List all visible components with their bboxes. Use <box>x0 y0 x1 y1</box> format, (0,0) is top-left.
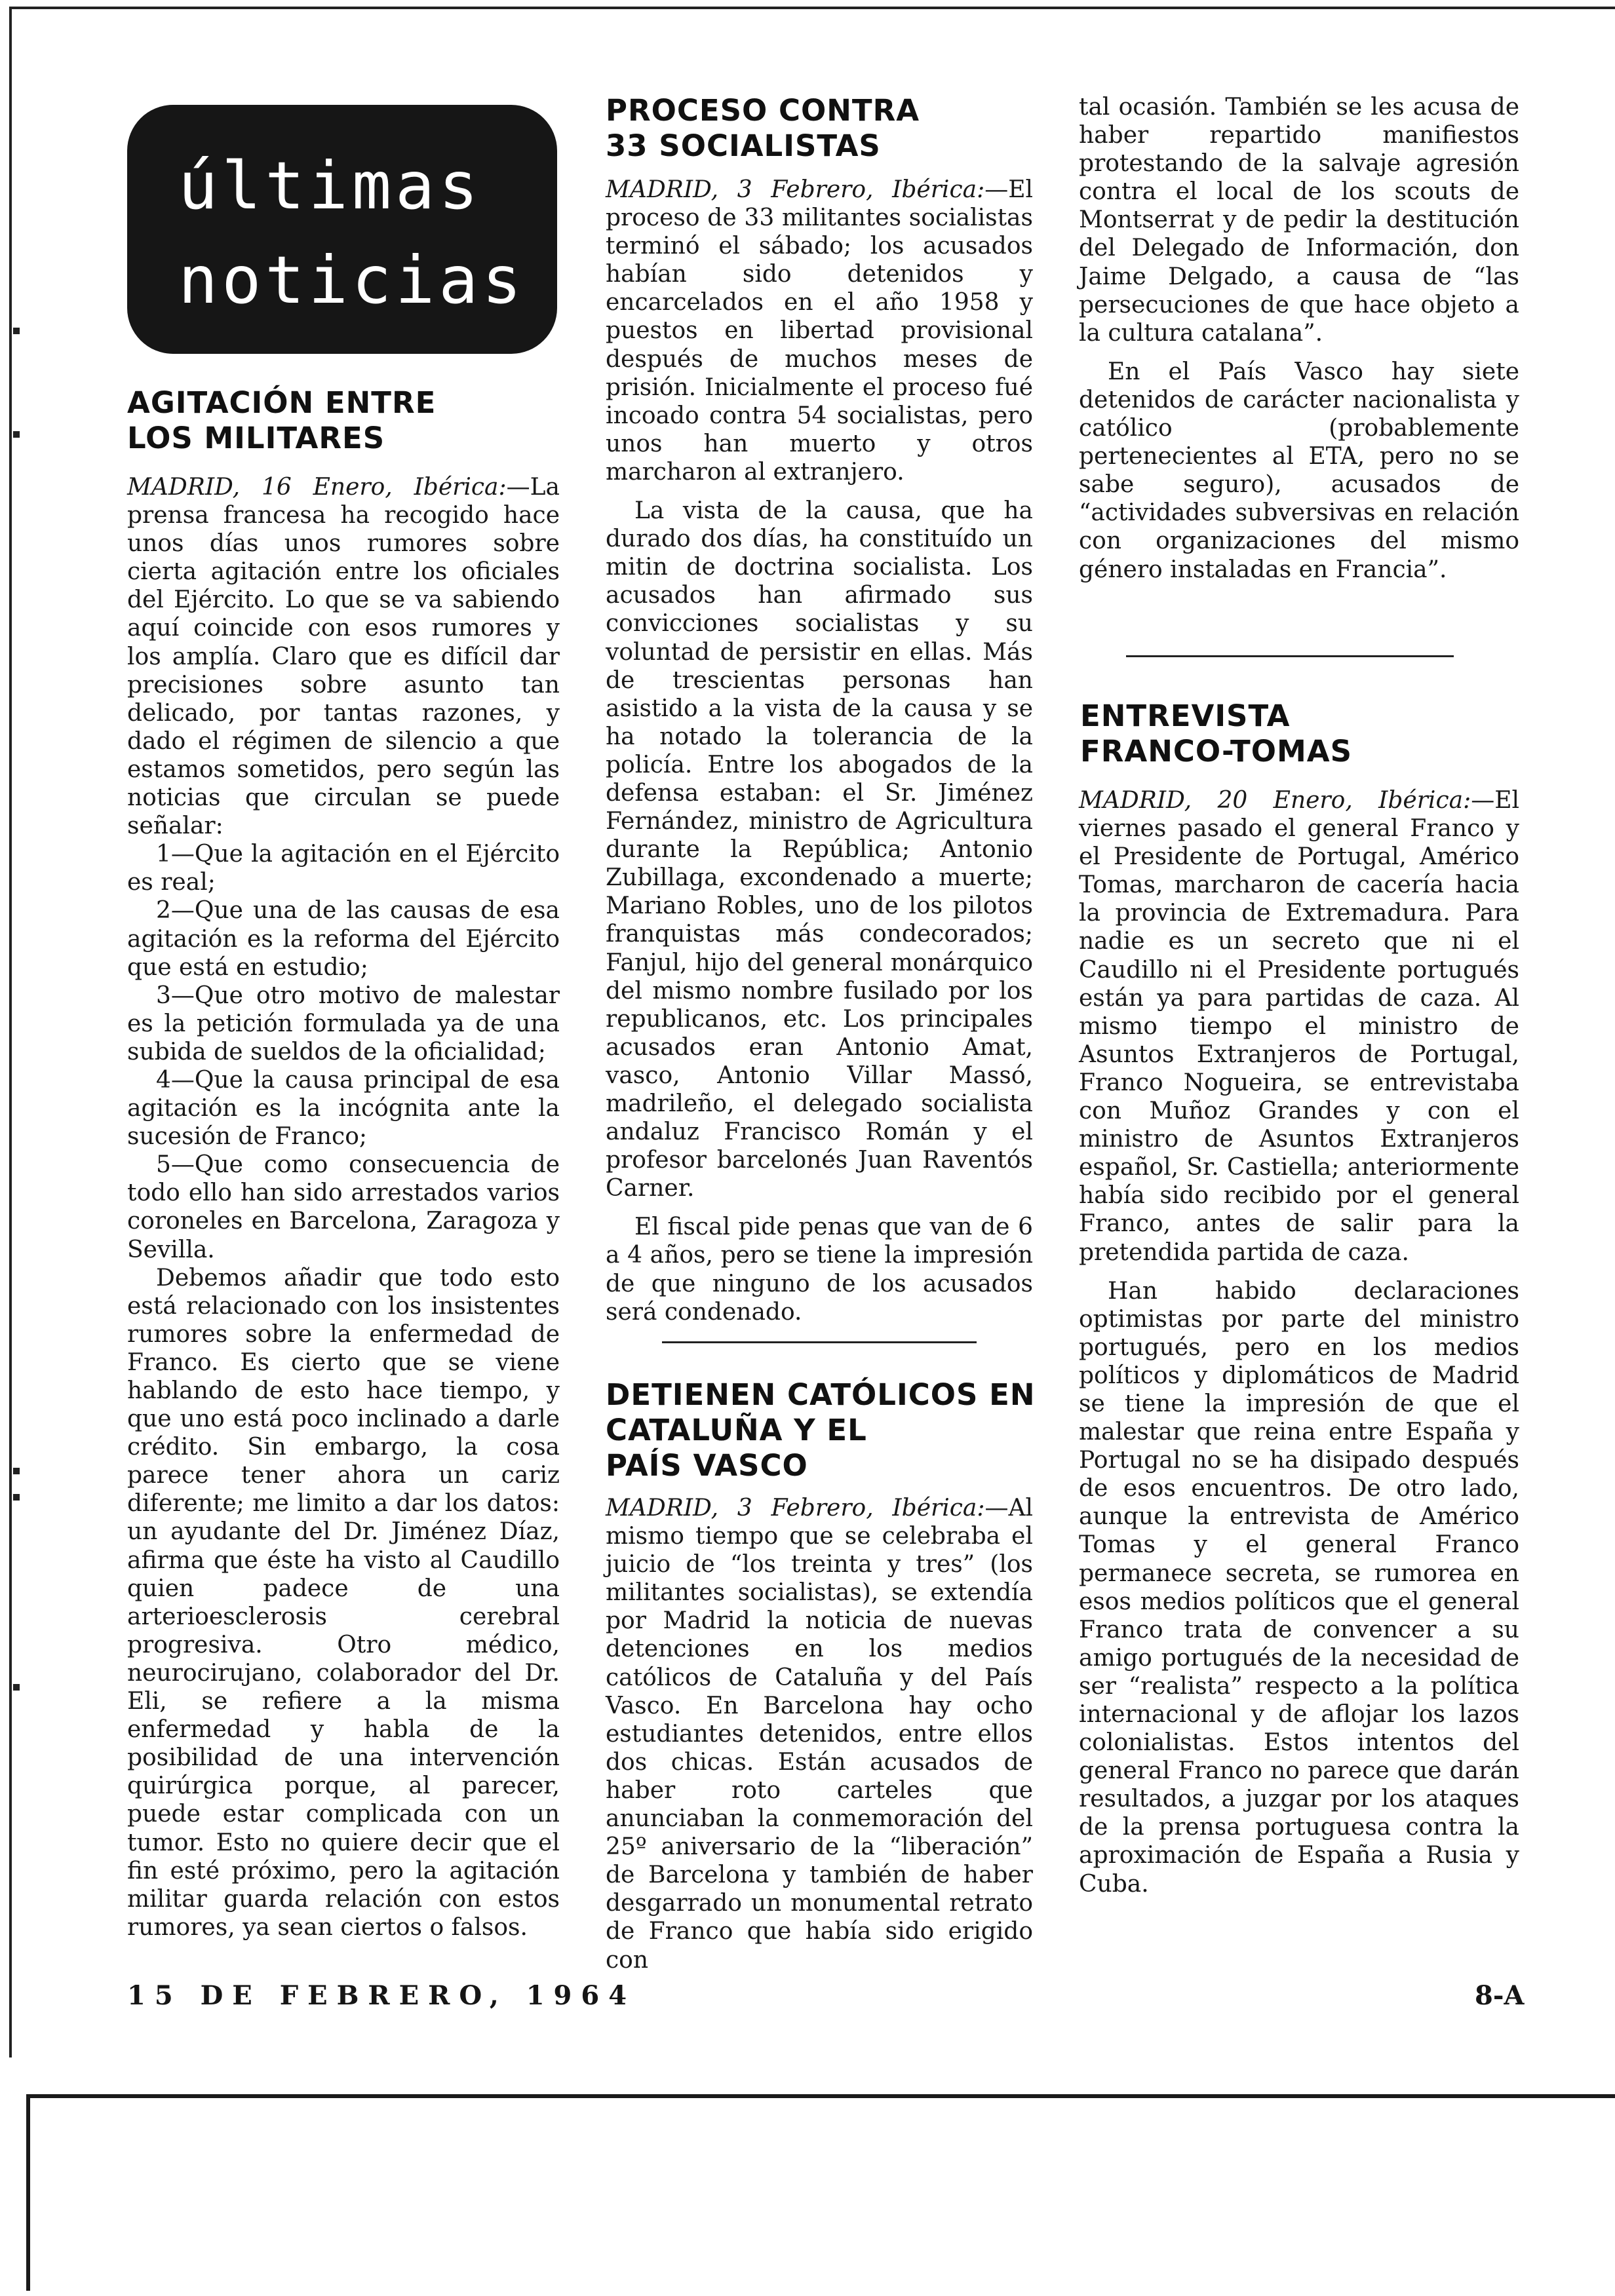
page-border-top <box>9 7 1615 9</box>
article2-paragraph: El fiscal pide penas que van de 6 a 4 años, pero se tiene la impresión de que ninguno de los acusados será condenado. <box>606 1214 1033 1326</box>
margin-mark <box>13 1684 20 1691</box>
margin-mark <box>13 431 20 438</box>
article3-paragraph: En el País Vasco hay siete detenidos de carácter nacionalista y católico (probablemente pertenecientes al ETA, pero no se sabe seguro), acusados de “actividades subversivas en relación con organizaciones del mismo género instaladas en Francia”. <box>1079 358 1519 583</box>
article1-paragraph: 2—Que una de las causas de esa agitación es la reforma del Ejército que está en estudio; <box>127 897 560 981</box>
bottom-rule-hook <box>26 2094 30 2291</box>
article3-body-col3 <box>1079 93 1519 584</box>
headline-line: AGITACIÓN ENTRE <box>127 385 437 420</box>
ultimas-noticias-banner <box>127 105 557 354</box>
banner-line2: noticias <box>178 242 526 318</box>
article4-body <box>1079 786 1519 1898</box>
article1-paragraph: —La prensa francesa ha recogido hace unos días unos rumores sobre cierta agitación entre los oficiales del Ejército. Lo que se va sabiendo aquí coincide con esos rumores y los amplía. Claro que es difícil dar precisiones sobre asunto tan delicado, por tantas razones, y dado el régimen de silencio a que estamos sometidos, pero según las noticias que circulan se puede señalar: <box>127 474 560 840</box>
article2-headline <box>606 93 920 164</box>
issue-date: 15 DE FEBRERO, 1964 <box>127 1980 636 2011</box>
headline-line: PROCESO CONTRA <box>606 93 920 128</box>
bottom-rule <box>26 2094 1615 2098</box>
headline-line: ENTREVISTA <box>1080 698 1291 733</box>
article-separator <box>662 1341 977 1343</box>
article3-dateline: MADRID, 3 Febrero, Ibérica: <box>606 1495 985 1521</box>
margin-mark <box>13 328 20 334</box>
article3-paragraph: tal ocasión. También se les acusa de haber repartido manifiestos protestando de la salvaje agresión contra el local de los scouts de Montserrat y de pedir la destitución del Delegado de Información, don Jaime Delgado, a causa de “las persecuciones de que hace objeto a la cultura catalana”. <box>1079 94 1519 347</box>
article4-paragraph: —El viernes pasado el general Franco y el Presidente de Portugal, Américo Tomas, marcharon de cacería hacia la provincia de Extremadura. Para nadie es un secreto que ni el Caudillo ni el Presidente portugués están ya para partidas de caza. Al mismo tiempo el ministro de Asuntos Extranjeros de Portugal, Franco Nogueira, se entrevistaba con Muñoz Grandes y con el ministro de Asuntos Extranjeros español, Sr. Castiella; anteriormente había sido recibido por el general Franco, antes de salir para la pretendida partida de caza. <box>1079 787 1519 1266</box>
article2-paragraph: —El proceso de 33 militantes socialistas terminó el sábado; los acusados habían sido detenidos y encarcelados en el año 1958 y puestos en libertad provisional después de muchos meses de prisión. Inicialmente el proceso fué incoado contra 54 socialistas, pero unos han muerto y otros marcharon al extranjero. <box>606 176 1033 486</box>
page-border-left <box>9 7 12 2057</box>
headline-line: 33 SOCIALISTAS <box>606 128 881 163</box>
article4-headline <box>1080 698 1352 769</box>
article1-paragraph: Debemos añadir que todo esto está relacionado con los insistentes rumores sobre la enfermedad de Franco. Es cierto que se viene hablando de esto hace tiempo, y que uno está poco inclinado a darle crédito. Sin embargo, la cosa parece tener ahora un cariz diferente; me limito a dar los datos: un ayudante del Dr. Jiménez Díaz, afirma que éste ha visto al Caudillo quien padece de una arterioesclerosis cerebral progresiva. Otro médico, neurocirujano, colaborador del Dr. Eli, se refiere a la misma enfermedad y habla de la posibilidad de una intervención quirúrgica porque, al parecer, puede estar complicada con un tumor. Esto no quiere decir que el fin esté próximo, pero la agitación militar guarda relación con estos rumores, ya sean ciertos o falsos. <box>127 1264 560 1941</box>
article3-body-col2 <box>606 1494 1033 1974</box>
article2-paragraph: La vista de la causa, que ha durado dos días, ha constituído un mitin de doctrina socialista. Los acusados han afirmado sus convicciones socialistas y su voluntad de persistir en ellas. Más de trescientas personas han asistido a la vista de la causa y se ha notado la tolerancia de la policía. Entre los abogados de la defensa estaban: el Sr. Jiménez Fernández, ministro de Agricultura durante la República; Antonio Zubillaga, excondenado a muerte; Mariano Robles, uno de los pilotos franquistas más condecorados; Fanjul, hijo del general monárquico del mismo nombre fusilado por los republicanos, etc. Los principales acusados eran Antonio Amat, vasco, Antonio Villar Massó, madrileño, el delegado socialista andaluz Francisco Román y el profesor barcelonés Juan Raventós Carner. <box>606 497 1033 1202</box>
headline-line: LOS MILITARES <box>127 421 385 455</box>
margin-mark <box>13 1494 20 1501</box>
article1-paragraph: 4—Que la causa principal de esa agitación es la incógnita ante la sucesión de Franco; <box>127 1066 560 1151</box>
article-separator <box>1126 655 1454 657</box>
headline-line: CATALUÑA Y EL <box>606 1413 867 1447</box>
page-number: 8-A <box>1475 1980 1525 2011</box>
article1-paragraph: 5—Que como consecuencia de todo ello han sido arrestados varios coroneles en Barcelona, Zaragoza y Sevilla. <box>127 1151 560 1263</box>
article1-paragraph: 1—Que la agitación en el Ejército es real; <box>127 841 560 896</box>
article4-paragraph: Han habido declaraciones optimistas por parte del ministro portugués, pero en los medios políticos y diplomáticos de Madrid se tiene la impresión de que el malestar que reina entre España y Portugal no se ha disipado después de esos encuentros. De otro lado, aunque la entrevista de Américo Tomas y el general Franco permanece secreta, se rumorea en esos medios políticos que el general Franco trata de convencer a su amigo portugués de la necesidad de ser “realista” respecto a la política internacional y de aflojar los lazos colonialistas. Estos intentos del general Franco no parece que darán resultados, a juzgar por los ataques de la prensa portuguesa contra la aproximación de España a Rusia y Cuba. <box>1079 1277 1519 1898</box>
headline-line: PAÍS VASCO <box>606 1448 808 1483</box>
banner-line1: últimas <box>178 147 482 224</box>
article1-body <box>127 473 560 1942</box>
article1-paragraph: 3—Que otro motivo de malestar es la petición formulada ya de una subida de sueldos de la oficialidad; <box>127 982 560 1065</box>
article1-dateline: MADRID, 16 Enero, Ibérica: <box>127 474 507 501</box>
article2-dateline: MADRID, 3 Febrero, Ibérica: <box>606 176 985 203</box>
article1-headline <box>127 385 436 456</box>
margin-mark <box>13 1468 20 1474</box>
article2-body <box>606 176 1033 1326</box>
article4-dateline: MADRID, 20 Enero, Ibérica: <box>1079 787 1471 814</box>
headline-line: DETIENEN CATÓLICOS EN <box>606 1377 1036 1412</box>
headline-line: FRANCO-TOMAS <box>1080 734 1353 769</box>
article3-paragraph: —Al mismo tiempo que se celebraba el juicio de “los treinta y tres” (los militantes socialistas), se extendía por Madrid la noticia de nuevas detenciones en los medios católicos de Cataluña y del País Vasco. En Barcelona hay ocho estudiantes detenidos, entre ellos dos chicas. Están acusados de haber roto carteles que anunciaban la conmemoración del 25º aniversario de la “liberación” de Barcelona y también de haber desgarrado un monumental retrato de Franco que había sido erigido con <box>606 1495 1033 1974</box>
article3-headline <box>606 1377 1035 1483</box>
